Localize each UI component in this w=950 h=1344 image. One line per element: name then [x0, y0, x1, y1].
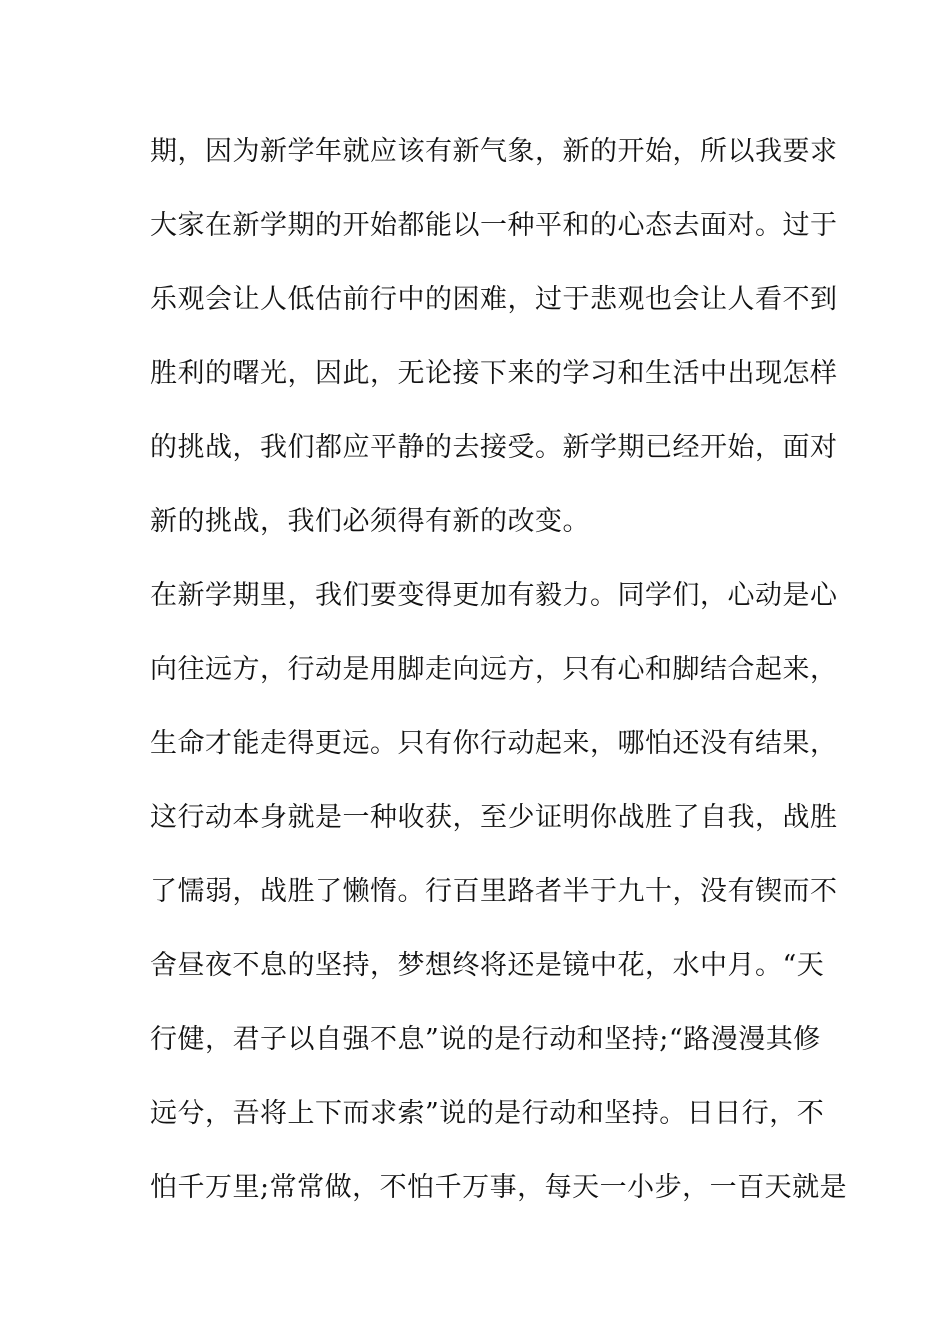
- text-line: 生命才能走得更远。只有你行动起来，哪怕还没有结果，: [150, 728, 838, 759]
- text-line: 远兮，吾将上下而求索”说的是行动和坚持。日日行，不: [150, 1098, 825, 1129]
- text-line: 的挑战，我们都应平静的去接受。新学期已经开始，面对: [150, 432, 838, 463]
- text-line: 大家在新学期的开始都能以一种平和的心态去面对。过于: [150, 210, 838, 241]
- text-line: 期，因为新学年就应该有新气象，新的开始，所以我要求: [150, 136, 838, 167]
- text-line: 向往远方，行动是用脚走向远方，只有心和脚结合起来，: [150, 654, 838, 685]
- text-line: 在新学期里，我们要变得更加有毅力。同学们，心动是心: [150, 580, 838, 611]
- text-line: 胜利的曙光，因此，无论接下来的学习和生活中出现怎样: [150, 358, 838, 389]
- text-line: 舍昼夜不息的坚持，梦想终将还是镜中花，水中月。“天: [150, 950, 825, 981]
- text-line: 行健，君子以自强不息”说的是行动和坚持;“路漫漫其修: [150, 1024, 821, 1055]
- text-line: 了懦弱，战胜了懒惰。行百里路者半于九十，没有锲而不: [150, 876, 838, 907]
- text-line: 这行动本身就是一种收获，至少证明你战胜了自我，战胜: [150, 802, 838, 833]
- text-line: 乐观会让人低估前行中的困难，过于悲观也会让人看不到: [150, 284, 838, 315]
- text-line: 怕千万里;常常做，不怕千万事，每天一小步，一百天就是: [150, 1172, 848, 1203]
- text-line: 新的挑战，我们必须得有新的改变。: [150, 506, 590, 537]
